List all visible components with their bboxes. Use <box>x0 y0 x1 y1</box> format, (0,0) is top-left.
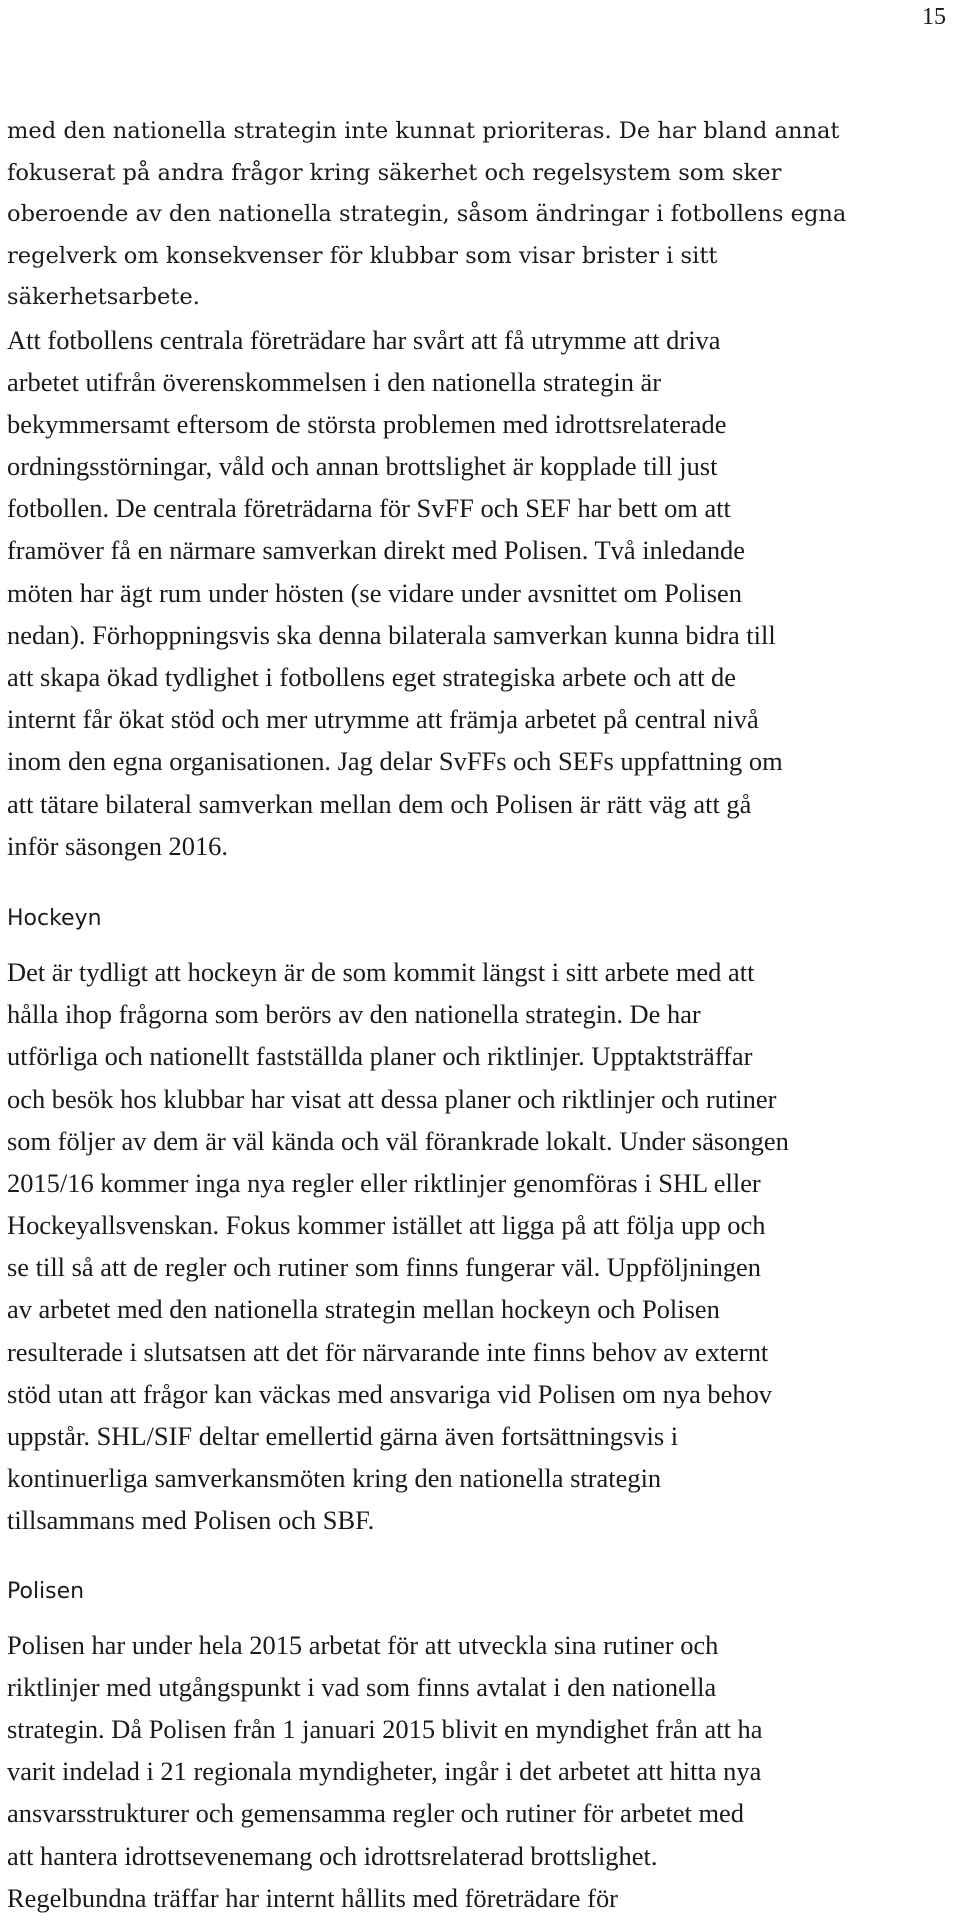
text-line: internt får ökat stöd och mer utrymme att främja arbetet på central nivå <box>7 704 759 735</box>
text-line: stöd utan att frågor kan väckas med ansvariga vid Polisen om nya behov <box>7 1378 773 1409</box>
text-line: resulterade i slutsatsen att det för närvarande inte finns behov av externt <box>7 1336 769 1367</box>
text-line: 2015/16 kommer inga nya regler eller riktlinjer genomföras i SHL eller <box>7 1167 761 1198</box>
text-line: riktlinjer med utgångspunkt i vad som finns avtalat i den nationella <box>7 1671 717 1702</box>
text-line: bekymmersamt eftersom de största problemen med idrottsrelaterade <box>7 408 727 439</box>
text-line: Regelbundna träffar har internt hållits med företrädare för <box>7 1882 618 1913</box>
text-line: fokuserat på andra frågor kring säkerhet och regelsystem som sker <box>7 159 782 186</box>
text-line: se till så att de regler och rutiner som finns fungerar väl. Uppföljningen <box>7 1252 761 1283</box>
text-line: ordningsstörningar, våld och annan brottslighet är kopplade till just <box>7 451 718 482</box>
text-line: att tätare bilateral samverkan mellan dem och Polisen är rätt väg att gå <box>7 788 752 819</box>
text-line: framöver få en närmare samverkan direkt med Polisen. Två inledande <box>7 535 746 566</box>
text-line: utförliga och nationellt fastställda planer och riktlinjer. Upptaktsträffar <box>7 1041 753 1072</box>
text-line: säkerhetsarbete. <box>7 284 200 310</box>
text-line: regelverk om konsekvenser för klubbar som visar brister i sitt <box>7 242 718 269</box>
text-line: oberoende av den nationella strategin, såsom ändringar i fotbollens egna <box>7 201 847 227</box>
paragraph-hockey <box>7 951 955 1542</box>
section-heading-polisen: Polisen <box>7 1578 85 1604</box>
text-line: Hockeyallsvenskan. Fokus kommer istället att ligga på att följa upp och <box>7 1210 766 1241</box>
paragraph-intro <box>7 111 955 319</box>
text-line: varit indelad i 21 regionala myndigheter, ingår i det arbetet att hitta nya <box>7 1756 762 1787</box>
text-line: ansvarsstrukturer och gemensamma regler och rutiner för arbetet med <box>7 1798 745 1829</box>
text-line: inför säsongen 2016. <box>7 830 229 861</box>
text-line: tillsammans med Polisen och SBF. <box>7 1505 375 1536</box>
text-line: strategin. Då Polisen från 1 januari 2015 blivit en myndighet från att ha <box>7 1713 763 1744</box>
paragraph-polisen <box>7 1624 955 1919</box>
text-line: av arbetet med den nationella strategin mellan hockeyn och Polisen <box>7 1294 720 1325</box>
text-line: med den nationella strategin inte kunnat prioriteras. De har bland annat <box>7 118 840 144</box>
document-body <box>7 111 955 1919</box>
text-line: att skapa ökad tydlighet i fotbollens eget strategiska arbete och att de <box>7 662 736 692</box>
text-line: möten har ägt rum under hösten (se vidare under avsnittet om Polisen <box>7 577 742 608</box>
paragraph-fotboll <box>7 319 955 867</box>
text-line: att hantera idrottsevenemang och idrottsrelaterad brottslighet. <box>7 1840 658 1871</box>
page-number: 15 <box>922 4 946 30</box>
text-line: nedan). Förhoppningsvis ska denna bilaterala samverkan kunna bidra till <box>7 619 776 650</box>
text-line: kontinuerliga samverkansmöten kring den nationella strategin <box>7 1463 662 1494</box>
text-line: och besök hos klubbar har visat att dessa planer och riktlinjer och rutiner <box>7 1083 777 1114</box>
text-line: som följer av dem är väl kända och väl förankrade lokalt. Under säsongen <box>7 1125 789 1156</box>
section-heading-hockeyn: Hockeyn <box>7 905 102 931</box>
text-line: uppstår. SHL/SIF deltar emellertid gärna även fortsättningsvis i <box>7 1421 679 1451</box>
text-line: Att fotbollens centrala företrädare har svårt att få utrymme att driva <box>7 324 721 355</box>
text-line: arbetet utifrån överenskommelsen i den nationella strategin är <box>7 366 662 397</box>
text-line: hålla ihop frågorna som berörs av den nationella strategin. De har <box>7 999 701 1030</box>
text-line: fotbollen. De centrala företrädarna för SvFF och SEF har bett om att <box>7 493 731 524</box>
text-line: inom den egna organisationen. Jag delar SvFFs och SEFs uppfattning om <box>7 746 783 777</box>
text-line: Det är tydligt att hockeyn är de som kommit längst i sitt arbete med att <box>7 956 755 987</box>
text-line: Polisen har under hela 2015 arbetat för att utveckla sina rutiner och <box>7 1629 719 1660</box>
